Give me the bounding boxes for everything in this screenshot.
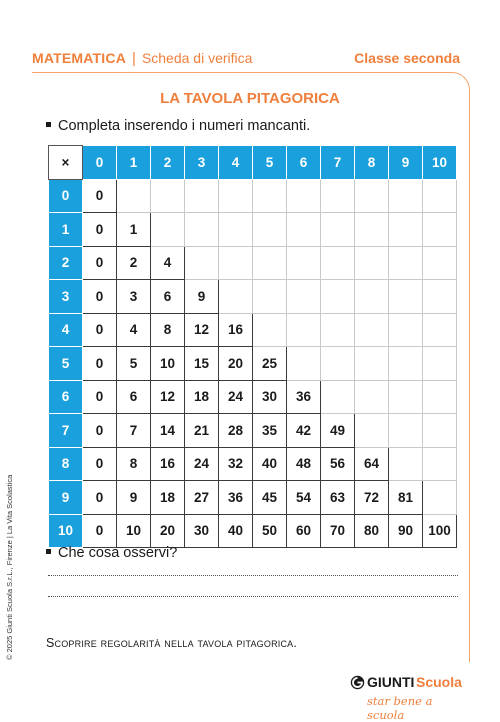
row-header: 10 xyxy=(49,514,83,548)
table-row xyxy=(49,313,457,347)
table-cell: 21 xyxy=(185,414,219,448)
table-cell: 16 xyxy=(151,447,185,481)
table-cell: 0 xyxy=(83,280,117,314)
empty-answer-cell[interactable] xyxy=(253,313,287,347)
empty-answer-cell[interactable] xyxy=(219,179,253,213)
empty-answer-cell[interactable] xyxy=(389,246,423,280)
empty-answer-cell[interactable] xyxy=(355,414,389,448)
table-cell: 81 xyxy=(389,481,423,515)
table-cell: 80 xyxy=(355,514,389,548)
copyright-note: © 2025 Giunti Scuola S.r.L., Firenze | La Vita Scolastica xyxy=(5,474,14,660)
page-title: LA TAVOLA PITAGORICA xyxy=(160,90,340,107)
table-cell: 18 xyxy=(185,380,219,414)
empty-answer-cell[interactable] xyxy=(287,347,321,381)
table-cell: 63 xyxy=(321,481,355,515)
table-header-row xyxy=(49,146,457,180)
table-cell: 10 xyxy=(151,347,185,381)
empty-answer-cell[interactable] xyxy=(321,313,355,347)
table-row xyxy=(49,179,457,213)
empty-answer-cell[interactable] xyxy=(219,246,253,280)
multiplication-table xyxy=(48,145,457,548)
empty-answer-cell[interactable] xyxy=(389,380,423,414)
table-cell: 28 xyxy=(219,414,253,448)
column-header: 6 xyxy=(287,146,321,180)
table-cell: 0 xyxy=(83,414,117,448)
question-text: Che cosa osservi? xyxy=(58,545,178,561)
logo-brand-part2: Scuola xyxy=(416,674,462,690)
table-row xyxy=(49,246,457,280)
empty-answer-cell[interactable] xyxy=(355,246,389,280)
table-corner-symbol: × xyxy=(49,146,83,180)
table-cell: 56 xyxy=(321,447,355,481)
empty-answer-cell[interactable] xyxy=(423,213,457,247)
table-cell: 49 xyxy=(321,414,355,448)
table-cell: 30 xyxy=(185,514,219,548)
empty-answer-cell[interactable] xyxy=(185,179,219,213)
table-cell: 10 xyxy=(117,514,151,548)
instruction xyxy=(46,118,310,134)
table-cell: 1 xyxy=(117,213,151,247)
empty-answer-cell[interactable] xyxy=(321,280,355,314)
empty-answer-cell[interactable] xyxy=(151,179,185,213)
table-cell: 90 xyxy=(389,514,423,548)
empty-answer-cell[interactable] xyxy=(321,380,355,414)
bullet-icon xyxy=(46,549,51,554)
table-cell: 35 xyxy=(253,414,287,448)
table-row xyxy=(49,347,457,381)
empty-answer-cell[interactable] xyxy=(389,313,423,347)
row-header: 2 xyxy=(49,246,83,280)
empty-answer-cell[interactable] xyxy=(151,213,185,247)
table-cell: 5 xyxy=(117,347,151,381)
empty-answer-cell[interactable] xyxy=(253,213,287,247)
table-cell: 40 xyxy=(253,447,287,481)
table-cell: 0 xyxy=(83,313,117,347)
table-cell: 15 xyxy=(185,347,219,381)
empty-answer-cell[interactable] xyxy=(423,414,457,448)
row-header: 7 xyxy=(49,414,83,448)
logo-brand-part1: GIUNTI xyxy=(367,674,415,690)
row-header: 5 xyxy=(49,347,83,381)
giunti-logo-icon xyxy=(350,675,365,690)
column-header: 0 xyxy=(83,146,117,180)
empty-answer-cell[interactable] xyxy=(253,280,287,314)
publisher-logo xyxy=(350,673,470,722)
class-level-label: Classe seconda xyxy=(354,50,460,66)
empty-answer-cell[interactable] xyxy=(423,313,457,347)
table-row xyxy=(49,280,457,314)
row-header: 4 xyxy=(49,313,83,347)
empty-answer-cell[interactable] xyxy=(253,179,287,213)
table-cell: 4 xyxy=(151,246,185,280)
table-cell: 12 xyxy=(151,380,185,414)
row-header: 8 xyxy=(49,447,83,481)
table-cell: 100 xyxy=(423,514,457,548)
row-header: 1 xyxy=(49,213,83,247)
table-cell: 3 xyxy=(117,280,151,314)
empty-answer-cell[interactable] xyxy=(185,246,219,280)
learning-objective: Scoprire regolarità nella tavola pitagorica. xyxy=(46,636,298,650)
empty-answer-cell[interactable] xyxy=(287,179,321,213)
empty-answer-cell[interactable] xyxy=(389,179,423,213)
table-row xyxy=(49,380,457,414)
column-header: 3 xyxy=(185,146,219,180)
column-header: 9 xyxy=(389,146,423,180)
empty-answer-cell[interactable] xyxy=(355,347,389,381)
table-cell: 30 xyxy=(253,380,287,414)
empty-answer-cell[interactable] xyxy=(219,280,253,314)
table-cell: 48 xyxy=(287,447,321,481)
table-cell: 9 xyxy=(185,280,219,314)
table-cell: 0 xyxy=(83,447,117,481)
empty-answer-cell[interactable] xyxy=(423,280,457,314)
table-cell: 7 xyxy=(117,414,151,448)
table-cell: 42 xyxy=(287,414,321,448)
empty-answer-cell[interactable] xyxy=(389,280,423,314)
empty-answer-cell[interactable] xyxy=(253,246,287,280)
empty-answer-cell[interactable] xyxy=(423,179,457,213)
sheet-type-label: Scheda di verifica xyxy=(141,50,253,66)
column-header: 4 xyxy=(219,146,253,180)
empty-answer-cell[interactable] xyxy=(321,246,355,280)
header-separator: | xyxy=(132,49,136,67)
empty-answer-cell[interactable] xyxy=(423,447,457,481)
table-row xyxy=(49,447,457,481)
table-cell: 18 xyxy=(151,481,185,515)
table-row xyxy=(49,514,457,548)
table-cell: 8 xyxy=(117,447,151,481)
answer-line-1[interactable] xyxy=(48,575,458,576)
table-row xyxy=(49,481,457,515)
empty-answer-cell[interactable] xyxy=(321,347,355,381)
empty-answer-cell[interactable] xyxy=(389,347,423,381)
empty-answer-cell[interactable] xyxy=(287,313,321,347)
logo-tagline: star bene a scuola xyxy=(367,694,433,722)
table-cell: 0 xyxy=(83,347,117,381)
empty-answer-cell[interactable] xyxy=(389,447,423,481)
empty-answer-cell[interactable] xyxy=(287,246,321,280)
table-cell: 8 xyxy=(151,313,185,347)
table-row xyxy=(49,414,457,448)
row-header: 9 xyxy=(49,481,83,515)
table-cell: 24 xyxy=(185,447,219,481)
empty-answer-cell[interactable] xyxy=(355,213,389,247)
table-cell: 50 xyxy=(253,514,287,548)
empty-answer-cell[interactable] xyxy=(117,179,151,213)
table-cell: 16 xyxy=(219,313,253,347)
table-cell: 72 xyxy=(355,481,389,515)
table-cell: 2 xyxy=(117,246,151,280)
empty-answer-cell[interactable] xyxy=(219,213,253,247)
table-cell: 4 xyxy=(117,313,151,347)
empty-answer-cell[interactable] xyxy=(321,179,355,213)
empty-answer-cell[interactable] xyxy=(355,179,389,213)
empty-answer-cell[interactable] xyxy=(355,380,389,414)
table-cell: 12 xyxy=(185,313,219,347)
column-header: 5 xyxy=(253,146,287,180)
table-cell: 24 xyxy=(219,380,253,414)
empty-answer-cell[interactable] xyxy=(423,347,457,381)
row-header: 0 xyxy=(49,179,83,213)
instruction-text: Completa inserendo i numeri mancanti. xyxy=(58,118,311,134)
row-header: 3 xyxy=(49,280,83,314)
column-header: 7 xyxy=(321,146,355,180)
table-cell: 25 xyxy=(253,347,287,381)
table-cell: 36 xyxy=(287,380,321,414)
table-cell: 54 xyxy=(287,481,321,515)
table-cell: 6 xyxy=(117,380,151,414)
table-cell: 6 xyxy=(151,280,185,314)
empty-answer-cell[interactable] xyxy=(185,213,219,247)
table-cell: 64 xyxy=(355,447,389,481)
bullet-icon xyxy=(46,122,51,127)
table-row xyxy=(49,213,457,247)
empty-answer-cell[interactable] xyxy=(389,414,423,448)
table-cell: 0 xyxy=(83,380,117,414)
table-cell: 20 xyxy=(219,347,253,381)
table-cell: 45 xyxy=(253,481,287,515)
table-cell: 70 xyxy=(321,514,355,548)
table-cell: 27 xyxy=(185,481,219,515)
empty-answer-cell[interactable] xyxy=(423,380,457,414)
empty-answer-cell[interactable] xyxy=(355,280,389,314)
page-header xyxy=(32,47,460,69)
question xyxy=(46,545,177,561)
column-header: 8 xyxy=(355,146,389,180)
empty-answer-cell[interactable] xyxy=(287,280,321,314)
table-cell: 32 xyxy=(219,447,253,481)
subject-label: MATEMATICA xyxy=(32,50,127,66)
answer-line-2[interactable] xyxy=(48,596,458,597)
table-cell: 0 xyxy=(83,246,117,280)
empty-answer-cell[interactable] xyxy=(389,213,423,247)
table-cell: 20 xyxy=(151,514,185,548)
column-header: 10 xyxy=(423,146,457,180)
table-cell: 60 xyxy=(287,514,321,548)
empty-answer-cell[interactable] xyxy=(423,481,457,515)
table-cell: 9 xyxy=(117,481,151,515)
table-cell: 40 xyxy=(219,514,253,548)
empty-answer-cell[interactable] xyxy=(423,246,457,280)
empty-answer-cell[interactable] xyxy=(355,313,389,347)
column-header: 2 xyxy=(151,146,185,180)
empty-answer-cell[interactable] xyxy=(321,213,355,247)
column-header: 1 xyxy=(117,146,151,180)
table-cell: 36 xyxy=(219,481,253,515)
table-cell: 0 xyxy=(83,213,117,247)
row-header: 6 xyxy=(49,380,83,414)
table-cell: 0 xyxy=(83,514,117,548)
table-cell: 14 xyxy=(151,414,185,448)
table-cell: 0 xyxy=(83,179,117,213)
empty-answer-cell[interactable] xyxy=(287,213,321,247)
table-cell: 0 xyxy=(83,481,117,515)
